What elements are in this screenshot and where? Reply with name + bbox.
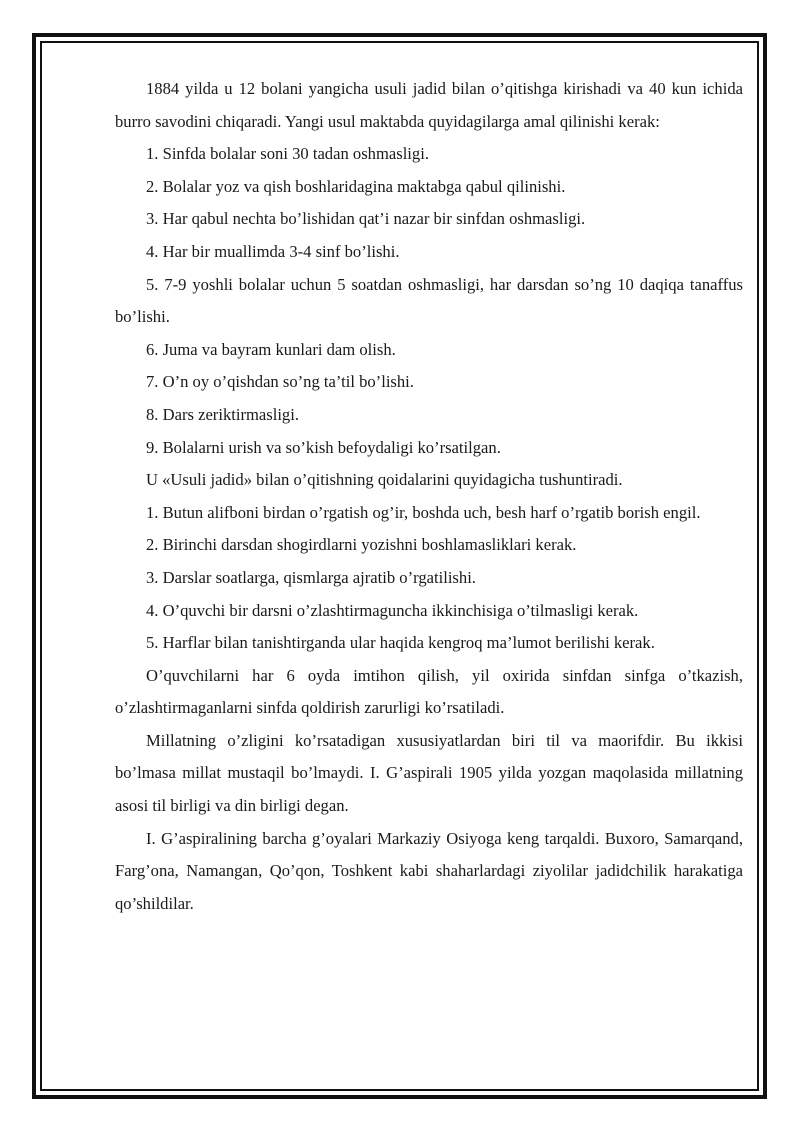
paragraph-language: Millatning o’zligini ko’rsatadigan xususiyatlardan biri til va maorifdir. Bu ikkisi bo’lmasa millat mustaqil bo’lmaydi. I. G’aspirali 1905 yilda yozgan maqolasida millatning asosi til birligi va din birligi degan.: [115, 730, 743, 816]
paragraph-intro: 1884 yilda u 12 bolani yangicha usuli jadid bilan o’qitishga kirishadi va 40 kun ichida burro savodini chiqaradi. Yangi usul maktabda quyidagilarga amal qilinishi kerak:: [115, 79, 743, 131]
rule-item-4: 4. Har bir muallimda 3-4 sinf bo’lishi.: [146, 241, 400, 261]
rule-item-9: 9. Bolalarni urish va so’kish befoydaligi ko’rsatilgan.: [146, 437, 501, 457]
paragraph-method-intro: U «Usuli jadid» bilan o’qitishning qoidalarini quyidagicha tushuntiradi.: [146, 470, 623, 490]
rule-item-1: 1. Sinfda bolalar soni 30 tadan oshmasligi.: [146, 144, 429, 164]
rule-item-7: 7. O’n oy o’qishdan so’ng ta’til bo’lishi.: [146, 372, 414, 392]
rule-item-8: 8. Dars zeriktirmasligi.: [146, 404, 299, 424]
method-item-2: 2. Birinchi darsdan shogirdlarni yozishni boshlamasliklari kerak.: [146, 535, 577, 555]
method-item-4: 4. O’quvchi bir darsni o’zlashtirmaguncha ikkinchisiga o’tilmasligi kerak.: [146, 600, 639, 620]
paragraph-spread: I. G’aspiralining barcha g’oyalari Markaziy Osiyoga keng tarqaldi. Buxoro, Samarqand, Farg’ona, Namangan, Qo’qon, Toshkent kabi shaharlardagi ziyolilar jadidchilik harakatiga qo’shildilar.: [115, 828, 743, 913]
document-body: [115, 73, 743, 920]
rule-item-5: 5. 7-9 yoshli bolalar uchun 5 soatdan oshmasligi, har darsdan so’ng 10 daqiqa tanaffus bo’lishi.: [115, 274, 743, 327]
rule-item-6: 6. Juma va bayram kunlari dam olish.: [146, 339, 396, 359]
paragraph-exams: O’quvchilarni har 6 oyda imtihon qilish, yil oxirida sinfdan sinfga o’tkazish, o’zlashtirmaganlarni sinfda qoldirish zarurligi ko’rsatiladi.: [115, 665, 743, 718]
method-item-1: 1. Butun alifboni birdan o’rgatish og’ir, boshda uch, besh harf o’rgatib borish engil.: [146, 502, 701, 522]
rule-item-3: 3. Har qabul nechta bo’lishidan qat’i nazar bir sinfdan oshmasligi.: [146, 209, 586, 229]
method-item-3: 3. Darslar soatlarga, qismlarga ajratib o’rgatilishi.: [146, 567, 476, 587]
method-item-5: 5. Harflar bilan tanishtirganda ular haqida kengroq ma’lumot berilishi kerak.: [146, 633, 655, 653]
rule-item-2: 2. Bolalar yoz va qish boshlaridagina maktabga qabul qilinishi.: [146, 176, 566, 196]
